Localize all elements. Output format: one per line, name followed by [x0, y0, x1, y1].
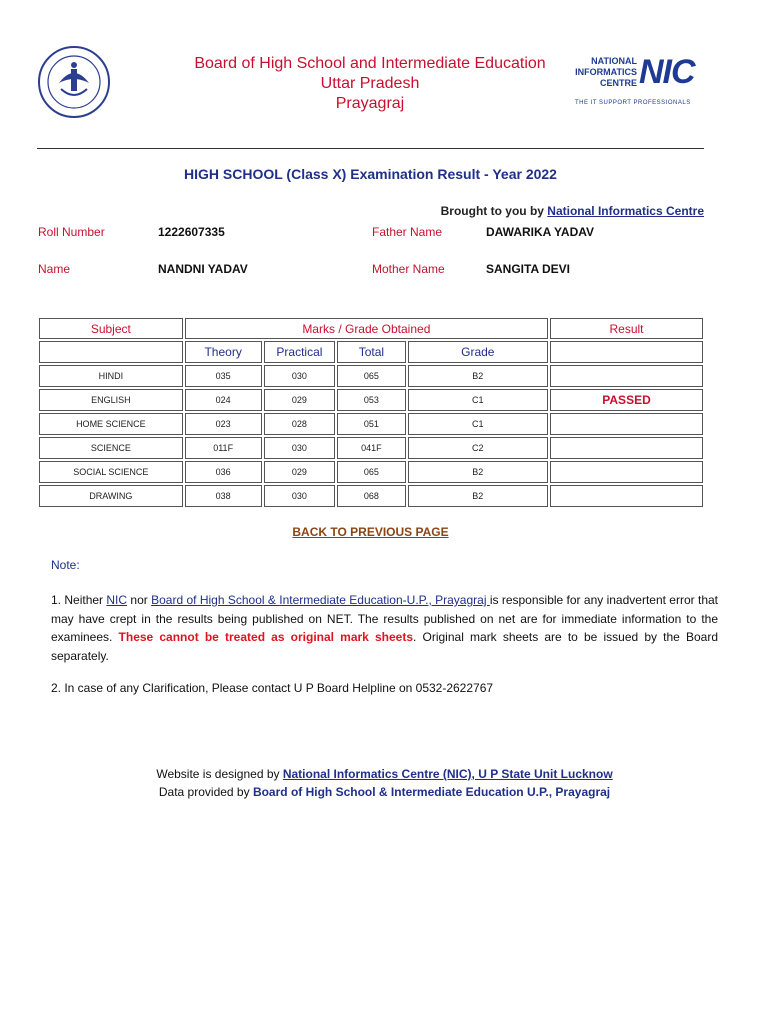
nic-tagline: THE IT SUPPORT PROFESSIONALS	[575, 100, 691, 106]
grade-cell: B2	[408, 461, 548, 483]
brought-by	[441, 204, 704, 218]
header-line-2: Uttar Pradesh	[320, 75, 420, 92]
subject-cell: SCIENCE	[39, 437, 183, 459]
header-line-3: Prayagraj	[335, 95, 405, 112]
theory-cell: 035	[185, 365, 262, 387]
mother-name-value: SANGITA DEVI	[486, 262, 571, 276]
back-to-previous-page-link[interactable]: BACK TO PREVIOUS PAGE	[292, 525, 449, 539]
father-name-value: DAWARIKA YADAV	[486, 225, 595, 239]
note-2: 2. In case of any Clarification, Please contact U P Board Helpline on 0532-2622767	[51, 681, 494, 695]
result-header: Result	[550, 318, 703, 339]
theory-cell: 023	[185, 413, 262, 435]
board-note-link[interactable]: Board of High School & Intermediate Education-U.P., Prayagraj	[151, 593, 490, 607]
table-row	[39, 413, 703, 435]
subject-header: Subject	[39, 318, 183, 339]
header-line-1: Board of High School and Intermediate Education	[194, 55, 546, 72]
grade-header: Grade	[408, 341, 548, 363]
grade-cell: B2	[408, 365, 548, 387]
total-cell: 065	[337, 461, 405, 483]
footer-line-2	[37, 783, 732, 801]
subject-cell: HINDI	[39, 365, 183, 387]
subject-subheader-empty	[39, 341, 183, 363]
nic-logo	[575, 53, 707, 112]
exam-title: HIGH SCHOOL (Class X) Examination Result - Year 2022	[184, 166, 557, 182]
nic-mark: NIC	[639, 53, 695, 91]
practical-cell: 030	[264, 365, 336, 387]
result-cell	[550, 365, 703, 387]
result-subheader-empty	[550, 341, 703, 363]
grade-cell: C2	[408, 437, 548, 459]
theory-cell: 038	[185, 485, 262, 507]
result-cell	[550, 437, 703, 459]
header-divider	[37, 148, 704, 149]
practical-header: Practical	[264, 341, 336, 363]
note-1-warning: These cannot be treated as original mark sheets	[118, 630, 414, 644]
nic-logo-line-2: INFORMATICS	[575, 67, 637, 77]
marks-table	[37, 316, 705, 509]
table-row	[39, 365, 703, 387]
note-1	[51, 591, 718, 665]
roll-number-label: Roll Number	[38, 225, 105, 239]
note-1-text-a: 1. Neither	[51, 593, 107, 607]
grade-cell: B2	[408, 485, 548, 507]
subject-cell: ENGLISH	[39, 389, 183, 411]
marks-header: Marks / Grade Obtained	[185, 318, 548, 339]
footer-data-provided-by: Data provided by	[158, 785, 253, 799]
footer-line-1	[37, 765, 732, 783]
board-header	[150, 54, 590, 114]
brought-by-prefix: Brought to you by	[440, 204, 544, 218]
practical-cell: 029	[264, 461, 336, 483]
mother-name-label: Mother Name	[372, 262, 445, 276]
father-name-label: Father Name	[372, 225, 443, 239]
practical-cell: 028	[264, 413, 336, 435]
total-cell: 068	[337, 485, 405, 507]
result-cell	[550, 485, 703, 507]
result-cell	[550, 413, 703, 435]
note-1-text-c: is responsible for any inadvertent error that may have crept in the results being published on NET. The results published on net are for immediate information to the examinees.	[51, 593, 719, 644]
note-1-text-b: nor	[127, 593, 152, 607]
roll-number-value: 1222607335	[158, 225, 225, 239]
theory-header: Theory	[185, 341, 262, 363]
theory-cell: 011F	[185, 437, 262, 459]
grade-cell: C1	[408, 413, 548, 435]
nic-footer-link[interactable]: National Informatics Centre (NIC), U P State Unit Lucknow	[282, 767, 613, 781]
total-cell: 053	[337, 389, 405, 411]
subject-cell: SOCIAL SCIENCE	[39, 461, 183, 483]
practical-cell: 030	[264, 437, 336, 459]
grade-cell: C1	[408, 389, 548, 411]
total-header: Total	[337, 341, 405, 363]
practical-cell: 029	[264, 389, 336, 411]
result-cell	[550, 461, 703, 483]
table-header-row	[39, 318, 703, 339]
name-value: NANDNI YADAV	[158, 262, 248, 276]
table-row	[39, 437, 703, 459]
footer-designed-by: Website is designed by	[156, 767, 283, 781]
result-status: PASSED	[550, 389, 703, 411]
table-row	[39, 485, 703, 507]
nic-note-link[interactable]: NIC	[106, 593, 128, 607]
note-heading: Note:	[51, 558, 80, 572]
note-1-text-d: . Original mark sheets are to be issued by the Board separately.	[51, 630, 719, 663]
name-label: Name	[38, 262, 71, 276]
practical-cell: 030	[264, 485, 336, 507]
total-cell: 051	[337, 413, 405, 435]
nic-logo-line-1: NATIONAL	[591, 56, 637, 66]
nic-logo-line-3: CENTRE	[599, 78, 637, 88]
nic-link[interactable]: National Informatics Centre	[547, 204, 704, 218]
theory-cell: 024	[185, 389, 262, 411]
subject-cell: DRAWING	[39, 485, 183, 507]
theory-cell: 036	[185, 461, 262, 483]
table-subheader-row	[39, 341, 703, 363]
table-row	[39, 461, 703, 483]
subject-cell: HOME SCIENCE	[39, 413, 183, 435]
up-board-emblem-icon	[37, 45, 111, 119]
total-cell: 041F	[337, 437, 405, 459]
table-row	[39, 389, 703, 411]
footer-board-name: Board of High School & Intermediate Education U.P., Prayagraj	[252, 785, 611, 799]
total-cell: 065	[337, 365, 405, 387]
footer	[37, 765, 732, 801]
